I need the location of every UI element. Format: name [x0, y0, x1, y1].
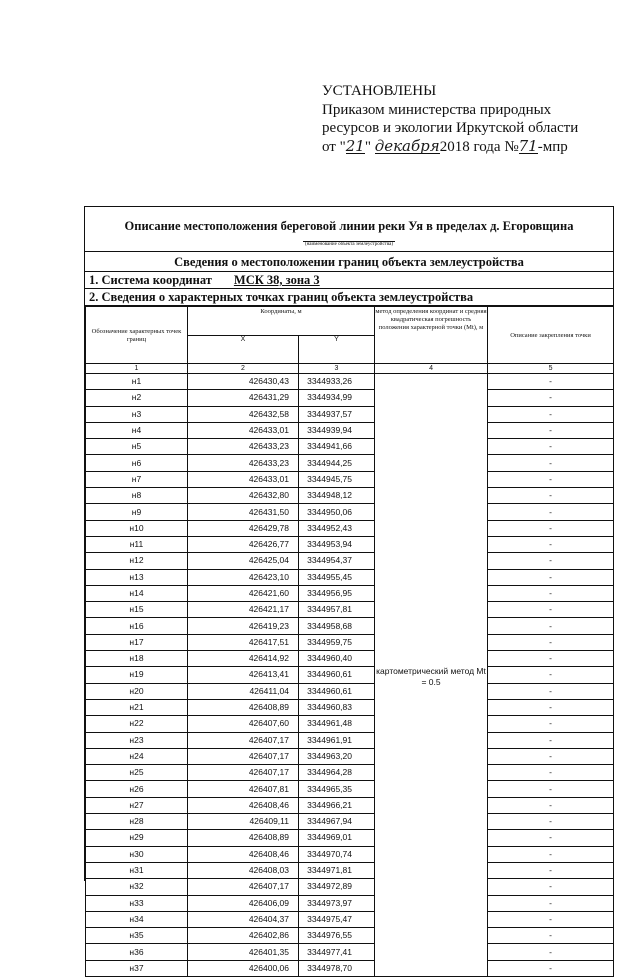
point-id-cell: н37 — [86, 960, 188, 976]
y-coordinate-cell: 3344933,26 — [299, 374, 375, 390]
table-row — [86, 830, 614, 846]
method-cell: картометрический метод Mt = 0.5 — [375, 374, 488, 977]
description-cell: - — [488, 585, 614, 601]
x-coordinate-cell: 426408,46 — [188, 797, 299, 813]
x-coordinate-cell: 426407,17 — [188, 732, 299, 748]
table-row — [86, 439, 614, 455]
x-coordinate-cell: 426433,23 — [188, 439, 299, 455]
point-id-cell: н21 — [86, 699, 188, 715]
point-id-cell: н22 — [86, 716, 188, 732]
description-cell: - — [488, 406, 614, 422]
description-cell: - — [488, 732, 614, 748]
description-cell: - — [488, 781, 614, 797]
point-id-cell: н24 — [86, 748, 188, 764]
description-cell: - — [488, 422, 614, 438]
y-coordinate-cell: 3344959,75 — [299, 634, 375, 650]
coordinate-system-value: МСК 38, зона 3 — [233, 273, 320, 287]
approval-order-line: Приказом министерства природных — [322, 101, 552, 118]
y-coordinate-cell: 3344944,25 — [299, 455, 375, 471]
description-cell: - — [488, 765, 614, 781]
table-row — [86, 814, 614, 830]
header-point-id: Обозначение характерных точек границ — [86, 307, 188, 364]
title-row — [85, 207, 613, 252]
point-id-cell: н12 — [86, 553, 188, 569]
point-id-cell: н31 — [86, 862, 188, 878]
point-id-cell: н23 — [86, 732, 188, 748]
x-coordinate-cell: 426409,11 — [188, 814, 299, 830]
document-title-caption: (наименование объекта землеустройства) — [304, 242, 394, 247]
table-row — [86, 781, 614, 797]
description-cell: - — [488, 911, 614, 927]
x-coordinate-cell: 426408,89 — [188, 699, 299, 715]
x-coordinate-cell: 426417,51 — [188, 634, 299, 650]
points-section-title: 2. Сведения о характерных точках границ объекта землеустройства — [85, 289, 613, 306]
table-row — [86, 846, 614, 862]
point-id-cell: н32 — [86, 879, 188, 895]
point-id-cell: н34 — [86, 911, 188, 927]
table-row — [86, 634, 614, 650]
handwritten-day: 21 — [345, 136, 365, 155]
description-cell: - — [488, 651, 614, 667]
x-coordinate-cell: 426408,89 — [188, 830, 299, 846]
point-id-cell: н6 — [86, 455, 188, 471]
x-coordinate-cell: 426433,01 — [188, 471, 299, 487]
y-coordinate-cell: 3344950,06 — [299, 504, 375, 520]
table-row — [86, 716, 614, 732]
y-coordinate-cell: 3344976,55 — [299, 928, 375, 944]
description-cell: - — [488, 471, 614, 487]
col-number-3: 3 — [299, 364, 375, 374]
y-coordinate-cell: 3344967,94 — [299, 814, 375, 830]
point-id-cell: н26 — [86, 781, 188, 797]
point-id-cell: н2 — [86, 390, 188, 406]
table-row — [86, 911, 614, 927]
x-coordinate-cell: 426431,50 — [188, 504, 299, 520]
x-coordinate-cell: 426407,81 — [188, 781, 299, 797]
y-coordinate-cell: 3344960,61 — [299, 667, 375, 683]
description-cell: - — [488, 797, 614, 813]
description-cell: - — [488, 553, 614, 569]
point-id-cell: н30 — [86, 846, 188, 862]
description-cell: - — [488, 520, 614, 536]
point-id-cell: н14 — [86, 585, 188, 601]
handwritten-number: 71 — [518, 136, 538, 155]
coordinate-system-label: 1. Система координат — [89, 273, 212, 287]
description-cell: - — [488, 439, 614, 455]
x-coordinate-cell: 426400,06 — [188, 960, 299, 976]
approval-date-line: от "21" декабря2018 года №71-мпр — [322, 136, 568, 155]
y-coordinate-cell: 3344934,99 — [299, 390, 375, 406]
point-id-cell: н18 — [86, 651, 188, 667]
description-cell: - — [488, 928, 614, 944]
point-id-cell: н29 — [86, 830, 188, 846]
description-cell: - — [488, 846, 614, 862]
y-coordinate-cell: 3344975,47 — [299, 911, 375, 927]
x-coordinate-cell: 426404,37 — [188, 911, 299, 927]
description-cell: - — [488, 895, 614, 911]
description-cell: - — [488, 683, 614, 699]
table-row — [86, 683, 614, 699]
point-id-cell: н16 — [86, 618, 188, 634]
table-row — [86, 455, 614, 471]
x-coordinate-cell: 426407,17 — [188, 879, 299, 895]
description-cell: - — [488, 944, 614, 960]
y-coordinate-cell: 3344960,61 — [299, 683, 375, 699]
point-id-cell: н10 — [86, 520, 188, 536]
y-coordinate-cell: 3344948,12 — [299, 488, 375, 504]
point-id-cell: н3 — [86, 406, 188, 422]
point-id-cell: н1 — [86, 374, 188, 390]
table-row — [86, 585, 614, 601]
x-coordinate-cell: 426407,60 — [188, 716, 299, 732]
y-coordinate-cell: 3344953,94 — [299, 536, 375, 552]
table-row — [86, 422, 614, 438]
x-coordinate-cell: 426432,80 — [188, 488, 299, 504]
point-id-cell: н20 — [86, 683, 188, 699]
y-coordinate-cell: 3344961,91 — [299, 732, 375, 748]
table-row — [86, 471, 614, 487]
table-row — [86, 797, 614, 813]
table-row — [86, 536, 614, 552]
description-cell: - — [488, 862, 614, 878]
x-coordinate-cell: 426433,01 — [188, 422, 299, 438]
x-coordinate-cell: 426406,09 — [188, 895, 299, 911]
table-row — [86, 520, 614, 536]
y-coordinate-cell: 3344956,95 — [299, 585, 375, 601]
description-cell: - — [488, 667, 614, 683]
description-cell: - — [488, 569, 614, 585]
table-row — [86, 390, 614, 406]
header-coordinates: Координаты, м — [188, 307, 375, 336]
y-coordinate-cell: 3344978,70 — [299, 960, 375, 976]
description-cell: - — [488, 634, 614, 650]
table-row — [86, 928, 614, 944]
point-id-cell: н36 — [86, 944, 188, 960]
x-coordinate-cell: 426411,04 — [188, 683, 299, 699]
y-coordinate-cell: 3344973,97 — [299, 895, 375, 911]
point-id-cell: н35 — [86, 928, 188, 944]
point-id-cell: н17 — [86, 634, 188, 650]
table-row — [86, 618, 614, 634]
table-row — [86, 651, 614, 667]
x-coordinate-cell: 426433,23 — [188, 455, 299, 471]
description-cell: - — [488, 455, 614, 471]
table-row — [86, 748, 614, 764]
point-id-cell: н11 — [86, 536, 188, 552]
y-coordinate-cell: 3344970,74 — [299, 846, 375, 862]
col-number-4: 4 — [375, 364, 488, 374]
x-coordinate-cell: 426421,60 — [188, 585, 299, 601]
x-coordinate-cell: 426413,41 — [188, 667, 299, 683]
header-description: Описание закрепления точки — [488, 307, 614, 364]
table-row — [86, 699, 614, 715]
y-coordinate-cell: 3344955,45 — [299, 569, 375, 585]
table-row — [86, 895, 614, 911]
col-number-5: 5 — [488, 364, 614, 374]
point-id-cell: н33 — [86, 895, 188, 911]
x-coordinate-cell: 426419,23 — [188, 618, 299, 634]
table-row — [86, 862, 614, 878]
x-coordinate-cell: 426425,04 — [188, 553, 299, 569]
handwritten-month: декабря — [374, 136, 440, 155]
section-title: Сведения о местоположении границ объекта землеустройства — [85, 252, 613, 272]
approval-ministry-line: ресурсов и экологии Иркутской области — [322, 120, 579, 136]
description-cell: - — [488, 390, 614, 406]
description-cell: - — [488, 830, 614, 846]
y-coordinate-cell: 3344952,43 — [299, 520, 375, 536]
y-coordinate-cell: 3344941,66 — [299, 439, 375, 455]
y-coordinate-cell: 3344961,48 — [299, 716, 375, 732]
y-coordinate-cell: 3344957,81 — [299, 602, 375, 618]
point-id-cell: н27 — [86, 797, 188, 813]
table-row — [86, 374, 614, 390]
y-coordinate-cell: 3344964,28 — [299, 765, 375, 781]
y-coordinate-cell: 3344937,57 — [299, 406, 375, 422]
point-id-cell: н19 — [86, 667, 188, 683]
point-id-cell: н28 — [86, 814, 188, 830]
header-y: Y — [299, 336, 375, 364]
y-coordinate-cell: 3344969,01 — [299, 830, 375, 846]
x-coordinate-cell: 426407,17 — [188, 765, 299, 781]
y-coordinate-cell: 3344960,83 — [299, 699, 375, 715]
description-cell: - — [488, 699, 614, 715]
y-coordinate-cell: 3344972,89 — [299, 879, 375, 895]
description-cell: - — [488, 536, 614, 552]
description-cell: - — [488, 618, 614, 634]
y-coordinate-cell: 3344977,41 — [299, 944, 375, 960]
x-coordinate-cell: 426426,77 — [188, 536, 299, 552]
y-coordinate-cell: 3344939,94 — [299, 422, 375, 438]
y-coordinate-cell: 3344954,37 — [299, 553, 375, 569]
point-id-cell: н9 — [86, 504, 188, 520]
point-id-cell: н13 — [86, 569, 188, 585]
table-row — [86, 879, 614, 895]
description-cell: - — [488, 374, 614, 390]
x-coordinate-cell: 426408,46 — [188, 846, 299, 862]
approval-block — [322, 82, 622, 156]
description-cell: - — [488, 504, 614, 520]
point-id-cell: н8 — [86, 488, 188, 504]
y-coordinate-cell: 3344958,68 — [299, 618, 375, 634]
table-row — [86, 602, 614, 618]
x-coordinate-cell: 426423,10 — [188, 569, 299, 585]
y-coordinate-cell: 3344963,20 — [299, 748, 375, 764]
x-coordinate-cell: 426431,29 — [188, 390, 299, 406]
point-id-cell: н7 — [86, 471, 188, 487]
coordinate-system-row — [85, 272, 613, 289]
table-row — [86, 944, 614, 960]
description-cell: - — [488, 602, 614, 618]
approval-heading: УСТАНОВЛЕНЫ — [322, 83, 437, 99]
header-x: X — [188, 336, 299, 364]
point-id-cell: н25 — [86, 765, 188, 781]
x-coordinate-cell: 426429,78 — [188, 520, 299, 536]
description-cell: - — [488, 960, 614, 976]
x-coordinate-cell: 426402,86 — [188, 928, 299, 944]
x-coordinate-cell: 426432,58 — [188, 406, 299, 422]
col-number-2: 2 — [188, 364, 299, 374]
document-frame — [84, 206, 614, 973]
table-row — [86, 553, 614, 569]
table-row — [86, 406, 614, 422]
point-id-cell: н4 — [86, 422, 188, 438]
y-coordinate-cell: 3344945,75 — [299, 471, 375, 487]
table-row — [86, 569, 614, 585]
description-cell: - — [488, 814, 614, 830]
table-row — [86, 504, 614, 520]
table-row — [86, 732, 614, 748]
description-cell: - — [488, 879, 614, 895]
x-coordinate-cell: 426414,92 — [188, 651, 299, 667]
point-id-cell: н5 — [86, 439, 188, 455]
document-title: Описание местоположения береговой линии реки Уя в пределах д. Егоровщина — [124, 219, 574, 233]
x-coordinate-cell: 426408,03 — [188, 862, 299, 878]
table-row — [86, 488, 614, 504]
point-id-cell: н15 — [86, 602, 188, 618]
x-coordinate-cell: 426421,17 — [188, 602, 299, 618]
description-cell: - — [488, 748, 614, 764]
table-row — [86, 765, 614, 781]
description-cell: - — [488, 488, 614, 504]
x-coordinate-cell: 426430,43 — [188, 374, 299, 390]
y-coordinate-cell: 3344971,81 — [299, 862, 375, 878]
table-row — [86, 960, 614, 976]
header-method: метод определения координат и средняя квадратическая погрешность положения характерной точки (Mt), м — [375, 307, 488, 364]
points-table — [85, 306, 614, 977]
y-coordinate-cell: 3344960,40 — [299, 651, 375, 667]
table-row — [86, 667, 614, 683]
col-number-1: 1 — [86, 364, 188, 374]
x-coordinate-cell: 426401,35 — [188, 944, 299, 960]
y-coordinate-cell: 3344966,21 — [299, 797, 375, 813]
x-coordinate-cell: 426407,17 — [188, 748, 299, 764]
description-cell: - — [488, 716, 614, 732]
y-coordinate-cell: 3344965,35 — [299, 781, 375, 797]
